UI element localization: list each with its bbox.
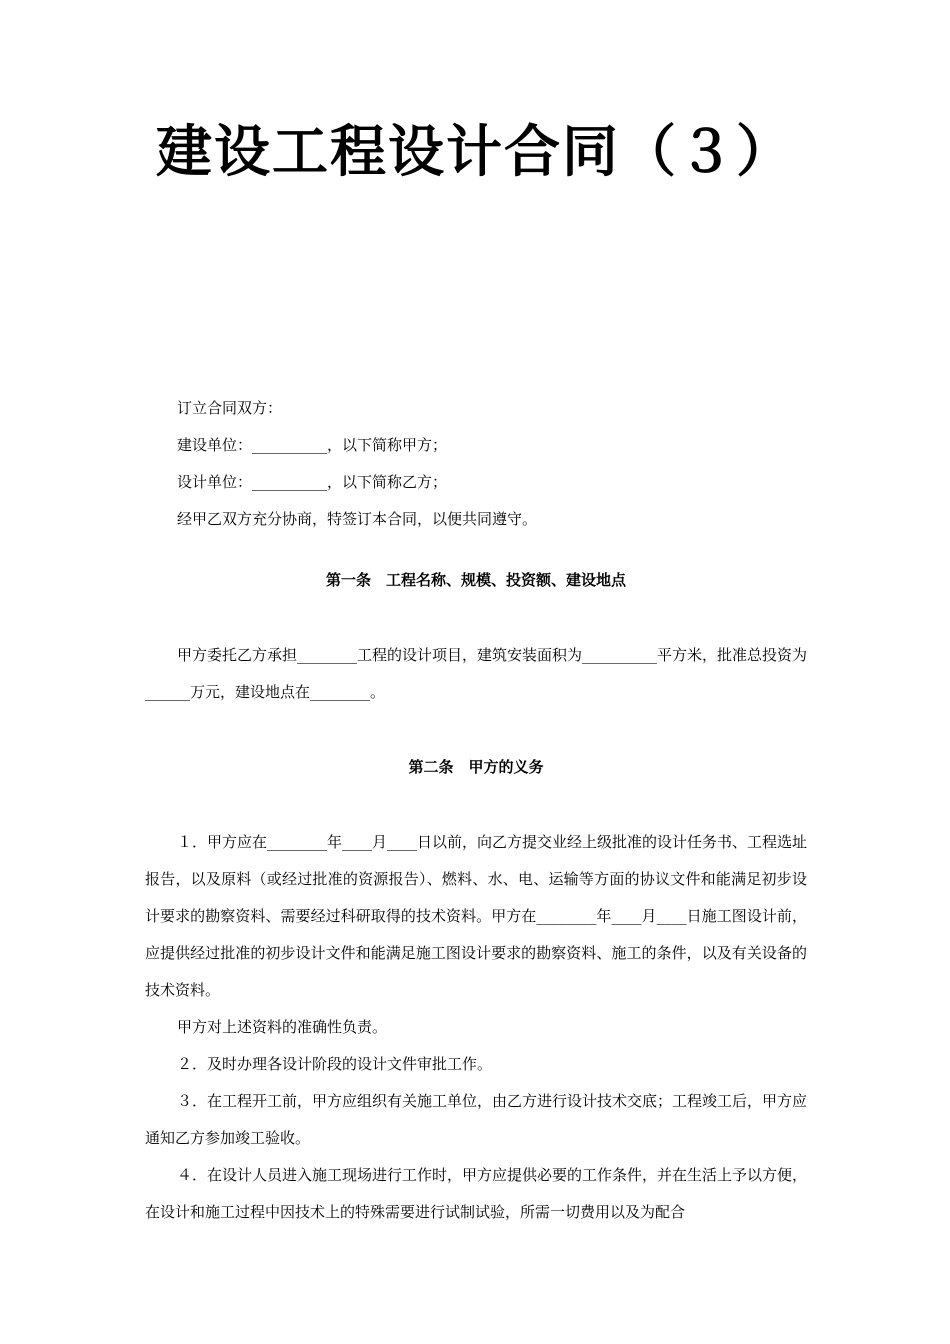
article-2-item-1-note: 甲方对上述资料的准确性负责。 xyxy=(177,1018,388,1036)
document-body xyxy=(145,390,807,1231)
article-2-item-1: １．甲方应在________年____月____日以前，向乙方提交业经上级批准的设计任务书、工程选址报告，以及原料（或经过批准的资源报告）、燃料、水、电、运输等方面的协议文件和能满足初步设计要求的勘察资料、需要经过科研取得的技术资料。甲方在________年____月____日施工图设计前，应提供经过批准的初步设计文件和能满足施工图设计要求的勘察资料、施工的条件，以及有关设备的技术资料。 xyxy=(145,833,808,999)
article-2-heading: 第二条 甲方的义务 xyxy=(408,758,544,776)
document-title: 建设工程设计合同（３） xyxy=(156,119,794,185)
article-1-text: 甲方委托乙方承担________工程的设计项目，建筑安装面积为__________平方米，批准总投资为______万元，建设地点在________。 xyxy=(145,646,808,701)
agreement-line: 经甲乙双方充分协商，特签订本合同，以便共同遵守。 xyxy=(177,510,538,528)
article-2-item-4: ４．在设计人员进入施工现场进行工作时，甲方应提供必要的工作条件，并在生活上予以方便，在设计和施工过程中因技术上的特殊需要进行试制试验，所需一切费用以及为配合 xyxy=(145,1166,808,1221)
article-1-heading: 第一条 工程名称、规模、投资额、建设地点 xyxy=(325,571,626,589)
article-2-item-2: ２．及时办理各设计阶段的设计文件审批工作。 xyxy=(177,1055,493,1073)
parties-heading: 订立合同双方： xyxy=(177,399,283,417)
party-a-line: 建设单位：__________，以下简称甲方； xyxy=(177,436,448,454)
article-2-item-3: ３．在工程开工前，甲方应组织有关施工单位，由乙方进行设计技术交底；工程竣工后，甲方应通知乙方参加竣工验收。 xyxy=(145,1092,808,1147)
party-b-line: 设计单位：__________，以下简称乙方； xyxy=(177,473,448,491)
